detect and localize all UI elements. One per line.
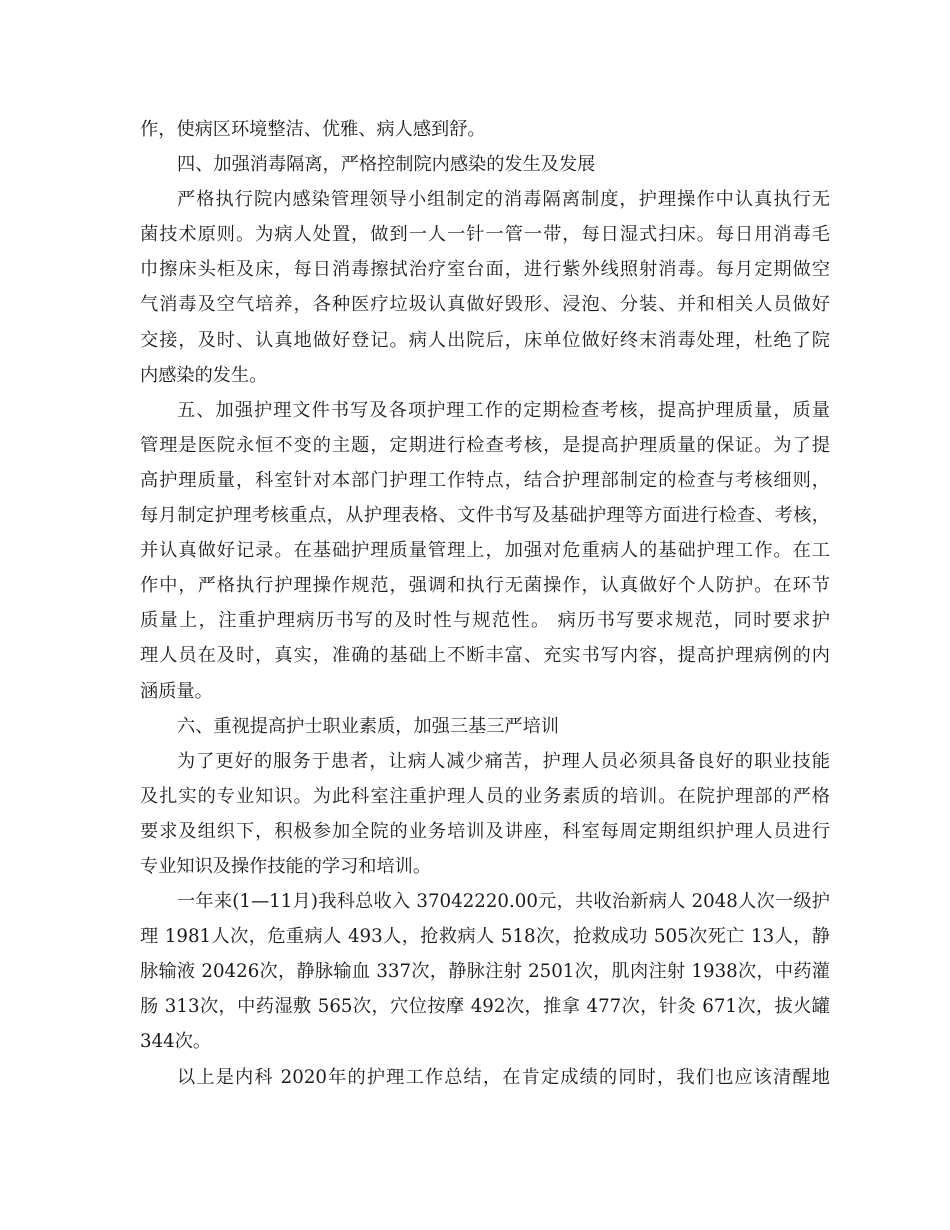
- text-line: 并认真做好记录。在基础护理质量管理上，加强对危重病人的基础护理工作。在工: [140, 540, 830, 562]
- text-line: 为了更好的服务于患者，让病人减少痛苦，护理人员必须具备良好的职业技能: [177, 750, 830, 772]
- text-line: 严格执行院内感染管理领导小组制定的消毒隔离制度，护理操作中认真执行无: [177, 189, 830, 211]
- text-line: 以上是内科 2020年的护理工作总结，在肯定成绩的同时，我们也应该清醒地: [177, 1066, 830, 1088]
- text-line: 一年来(1—11月)我科总收入 37042220.00元，共收治新病人 2048人次一级护: [177, 891, 830, 913]
- text-line: 作，使病区环境整洁、优雅、病人感到舒。: [140, 119, 486, 140]
- text-line: 交接，及时、认真地做好登记。病人出院后，床单位做好终末消毒处理，杜绝了院: [140, 329, 830, 351]
- document-body: [140, 112, 830, 1095]
- text-line: 作中，严格执行护理操作规范，强调和执行无菌操作，认真做好个人防护。在环节: [140, 575, 830, 597]
- text-line: 及扎实的专业知识。为此科室注重护理人员的业务素质的培训。在院护理部的严格: [140, 785, 830, 807]
- text-line: 肠 313次，中药湿敷 565次，穴位按摩 492次，推拿 477次，针灸 671次，拔火罐: [140, 996, 830, 1018]
- section-heading: 四、加强消毒隔离，严格控制院内感染的发生及发展: [177, 154, 596, 176]
- text-line: 理 1981人次，危重病人 493人，抢救病人 518次，抢救成功 505次死亡 13人，静: [140, 926, 830, 948]
- text-line: 每月制定护理考核重点，从护理表格、文件书写及基础护理等方面进行检查、考核，: [140, 505, 830, 527]
- text-line: 菌技术原则。为病人处置，做到一人一针一管一带，每日湿式扫床。每日用消毒毛: [140, 224, 830, 246]
- text-line: 要求及组织下，积极参加全院的业务培训及讲座，科室每周定期组织护理人员进行: [140, 820, 830, 842]
- text-line: 巾擦床头柜及床，每日消毒擦拭治疗室台面，进行紫外线照射消毒。每月定期做空: [140, 259, 830, 281]
- text-line: 质量上，注重护理病历书写的及时性与规范性。 病历书写要求规范，同时要求护: [140, 610, 830, 632]
- text-line: 管理是医院永恒不变的主题，定期进行检查考核，是提高护理质量的保证。为了提: [140, 434, 830, 456]
- text-line: 五、加强护理文件书写及各项护理工作的定期检查考核，提高护理质量，质量: [177, 399, 830, 421]
- text-line: 涵质量。: [140, 680, 213, 702]
- text-line: 理人员在及时，真实，准确的基础上不断丰富、充实书写内容，提高护理病例的内: [140, 645, 830, 667]
- section-heading: 六、重视提高护士职业素质，加强三基三严培训: [177, 715, 559, 737]
- text-line: 专业知识及操作技能的学习和培训。: [140, 855, 432, 877]
- text-line: 脉输液 20426次，静脉输血 337次，静脉注射 2501次，肌肉注射 1938次，中药灌: [140, 961, 830, 983]
- text-line: 内感染的发生。: [140, 364, 268, 386]
- text-line: 高护理质量，科室针对本部门护理工作特点，结合护理部制定的检查与考核细则，: [140, 469, 830, 491]
- text-line: 气消毒及空气培养，各种医疗垃圾认真做好毁形、浸泡、分装、并和相关人员做好: [140, 294, 830, 316]
- text-line: 344次。: [140, 1031, 212, 1053]
